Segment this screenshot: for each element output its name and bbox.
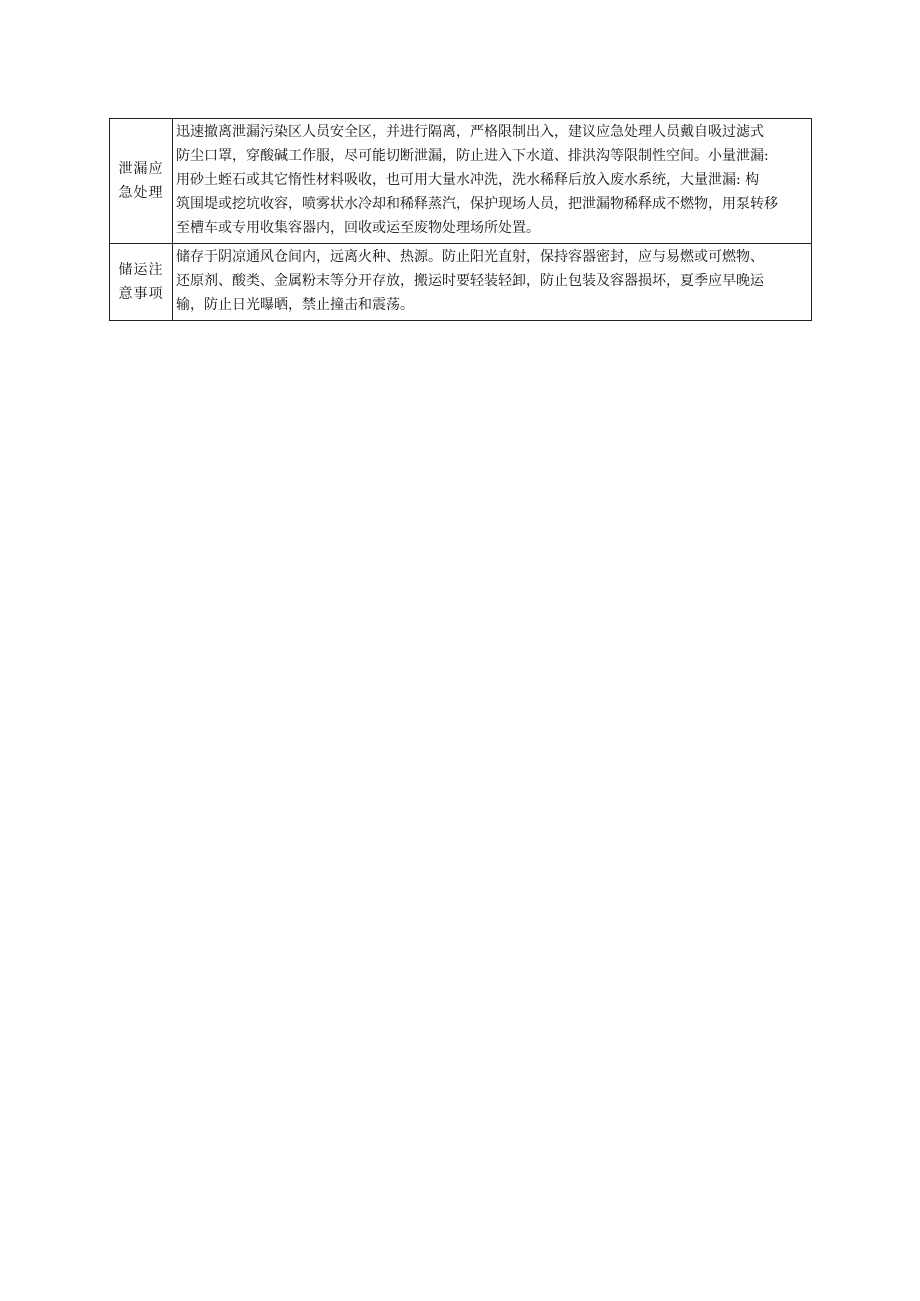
- storage-notes-content: [173, 244, 812, 321]
- content-line: 迅速撤离泄漏污染区人员安全区，并进行隔离，严格限制出入，建议应急处理人员戴自吸过滤式: [176, 124, 764, 140]
- content-line: 还原剂、酸类、金属粉末等分开存放，搬运时要轻装轻卸，防止包装及容器损坏，夏季应早晚运: [176, 273, 764, 289]
- label-line: 意事项: [118, 286, 164, 302]
- leak-handling-label: [110, 119, 173, 244]
- content-line: 输，防止日光曝晒，禁止撞击和震荡。: [176, 297, 414, 313]
- content-line: 至槽车或专用收集容器内，回收或运至废物处理场所处置。: [176, 220, 540, 236]
- storage-notes-label: [110, 244, 173, 321]
- safety-info-table: [109, 118, 812, 321]
- content-line: 储存于阴凉通风仓间内，远离火种、热源。防止阳光直射，保持容器密封，应与易燃或可燃物、: [176, 249, 764, 265]
- label-line: 泄漏应: [118, 161, 164, 177]
- content-line: 用砂土蛭石或其它惰性材料吸收，也可用大量水冲洗，洗水稀释后放入废水系统，大量泄漏: 构: [176, 172, 760, 188]
- label-line: 急处理: [118, 185, 164, 201]
- table-row-leak-handling: [110, 119, 812, 244]
- content-line: 防尘口罩，穿酸碱工作服，尽可能切断泄漏，防止进入下水道、排洪沟等限制性空间。小量泄漏:: [176, 148, 769, 164]
- content-line: 筑围堤或挖坑收容，喷雾状水冷却和稀释蒸汽，保护现场人员，把泄漏物稀释成不燃物，用泵转移: [176, 196, 778, 212]
- leak-handling-content: [173, 119, 812, 244]
- label-line: 储运注: [118, 262, 164, 278]
- table-row-storage-notes: [110, 244, 812, 321]
